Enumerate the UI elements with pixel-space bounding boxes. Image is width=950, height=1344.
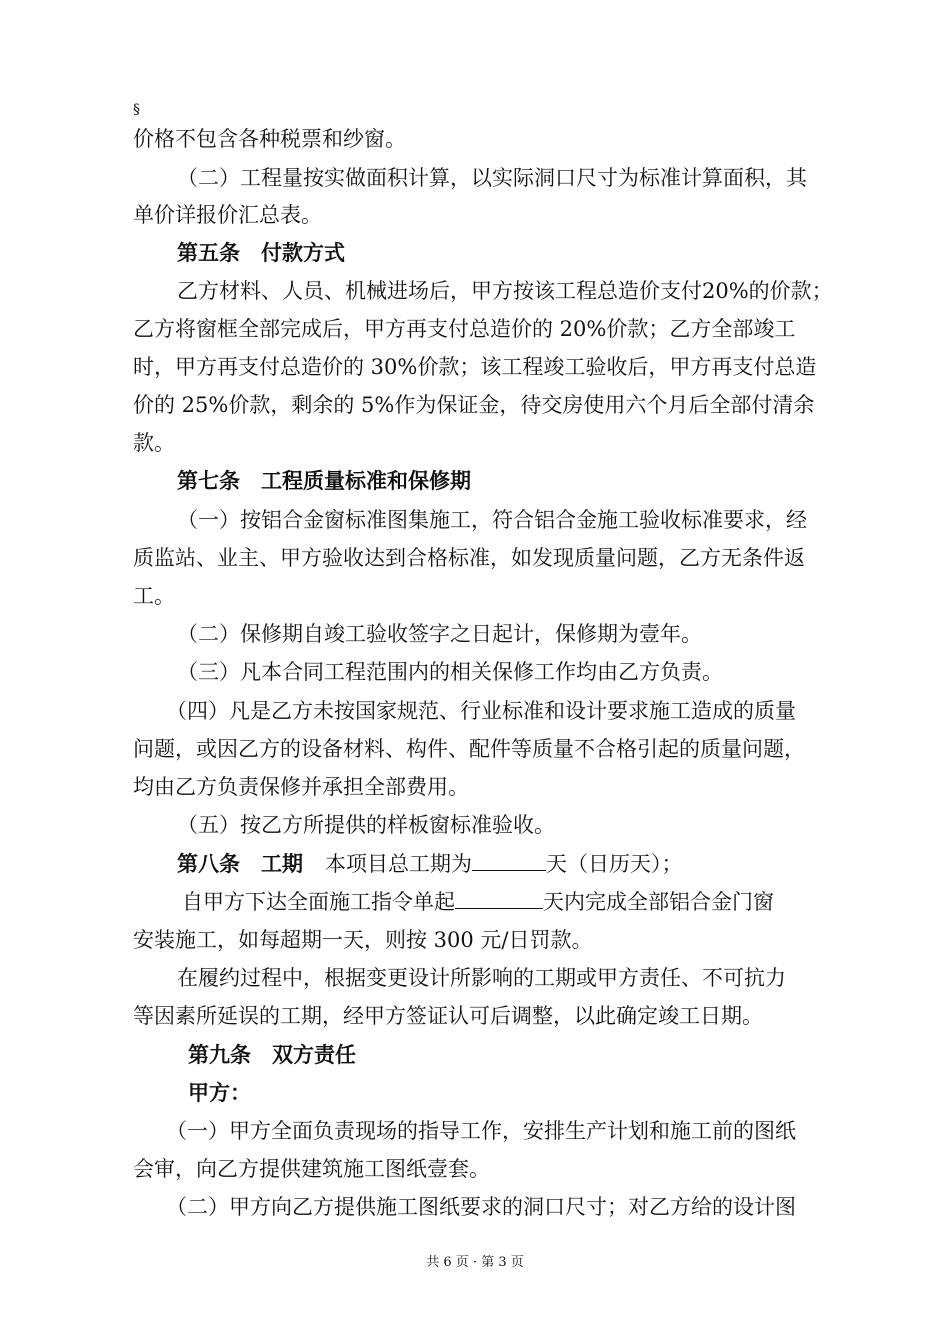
paragraph-line: 等因素所延误的工期，经甲方签证认可后调整，以此确定竣工日期。 [133, 1004, 763, 1028]
schedule-text-end: 天内完成全部铝合金门窗 [543, 890, 774, 914]
paragraph-line: 乙方将窗框全部完成后，甲方再支付总造价的 20%价款；乙方全部竣工 [133, 317, 796, 341]
paragraph-line: 款。 [133, 431, 175, 455]
paragraph-line: 时，甲方再支付总造价的 30%价款；该工程竣工验收后，甲方再支付总造 [133, 355, 817, 379]
paragraph-line: 问题，或因乙方的设备材料、构件、配件等质量不合格引起的质量问题， [133, 737, 805, 761]
article-7-heading: 第七条 工程质量标准和保修期 [177, 468, 471, 493]
article-9-heading: 第九条 双方责任 [188, 1042, 356, 1067]
paragraph-line: （四）凡是乙方未按国家规范、行业标准和设计要求施工造成的质量 [166, 699, 796, 723]
paragraph-line: 会审，向乙方提供建筑施工图纸壹套。 [133, 1157, 490, 1181]
paragraph-line: 工。 [133, 584, 175, 608]
article-8-heading: 第八条 工期 [177, 851, 303, 876]
paragraph-line: 在履约过程中，根据变更设计所影响的工期或甲方责任、不可抗力 [177, 966, 786, 990]
schedule-line [0, 886, 950, 917]
paragraph-line: 单价详报价汇总表。 [133, 203, 322, 227]
article-8-text: 本项目总工期为 [325, 852, 472, 876]
days-blank-completion[interactable] [455, 886, 543, 909]
paragraph-line: 质监站、业主、甲方验收达到合格标准，如发现质量问题，乙方无条件返 [133, 546, 805, 570]
paragraph-line: （一）甲方全面负责现场的指导工作，安排生产计划和施工前的图纸 [166, 1119, 796, 1143]
paragraph-line: （二）甲方向乙方提供施工图纸要求的洞口尺寸；对乙方给的设计图 [166, 1195, 796, 1219]
schedule-text: 自甲方下达全面施工指令单起 [182, 890, 455, 914]
page-footer: 共 6 页 · 第 3 页 [426, 1255, 524, 1270]
party-a-heading: 甲方： [188, 1080, 251, 1105]
paragraph-line: （五）按乙方所提供的样板窗标准验收。 [177, 813, 555, 837]
days-blank-total[interactable] [472, 848, 546, 871]
paragraph-line: 安装施工，如每超期一天，则按 300 元/日罚款。 [133, 928, 593, 952]
article-8-line [0, 848, 950, 879]
paragraph-line: （一）按铝合金窗标准图集施工，符合铝合金施工验收标准要求，经 [177, 508, 807, 532]
article-8-text-end: 天（日历天）； [546, 852, 683, 876]
section-mark: § [133, 102, 140, 118]
paragraph-line: （二）保修期自竣工验收签字之日起计，保修期为壹年。 [177, 622, 702, 646]
article-5-heading: 第五条 付款方式 [177, 240, 345, 265]
paragraph-line: 价的 25%价款，剩余的 5%作为保证金，待交房使用六个月后全部付清余 [133, 393, 815, 417]
paragraph-line: 价格不包含各种税票和纱窗。 [133, 127, 406, 151]
paragraph-line: 乙方材料、人员、机械进场后，甲方按该工程总造价支付20%的价款； [177, 279, 833, 303]
paragraph-line: （三）凡本合同工程范围内的相关保修工作均由乙方负责。 [177, 660, 723, 684]
paragraph-line: （二）工程量按实做面积计算，以实际洞口尺寸为标准计算面积，其 [177, 166, 807, 190]
paragraph-line: 均由乙方负责保修并承担全部费用。 [133, 775, 469, 799]
